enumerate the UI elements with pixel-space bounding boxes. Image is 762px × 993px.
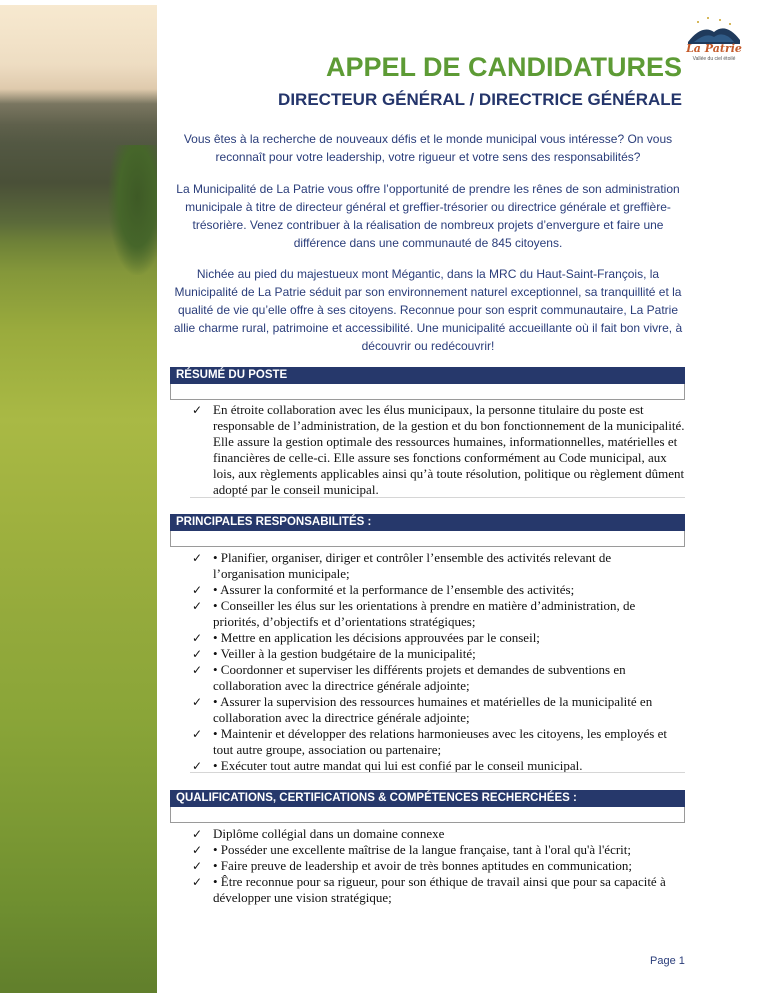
section-spacer-summary xyxy=(170,384,685,400)
list-item: ✓ • Planifier, organiser, diriger et contrôler l’ensemble des activités relevant de l’organisation municipale; xyxy=(192,550,612,581)
list-item: ✓ • Mettre en application les décisions approuvées par le conseil; xyxy=(192,630,540,645)
checkmark-icon: ✓ xyxy=(192,875,203,889)
list-item: ✓ • Veiller à la gestion budgétaire de la municipalité; xyxy=(192,646,476,661)
tree-silhouette xyxy=(108,145,157,275)
field-landscape-photo xyxy=(0,5,157,993)
list-item: ✓ • Être reconnue pour sa rigueur, pour son éthique de travail ainsi que pour sa capacité à développer une vision stratégique; xyxy=(192,874,666,905)
checkmark-icon: ✓ xyxy=(192,843,203,857)
checkmark-icon: ✓ xyxy=(192,827,203,841)
list-item: ✓ • Posséder une excellente maîtrise de la langue française, tant à l'oral qu'à l'écrit; xyxy=(192,842,632,857)
qualifications-list xyxy=(190,826,685,906)
list-item: ✓ • Faire preuve de leadership et avoir de très bonnes aptitudes en communication; xyxy=(192,858,632,873)
page-number: Page 1 xyxy=(650,955,685,967)
divider xyxy=(190,497,685,498)
checkmark-icon: ✓ xyxy=(192,551,203,565)
sky-haze xyxy=(0,5,157,125)
checkmark-icon: ✓ xyxy=(192,759,203,773)
checkmark-icon: ✓ xyxy=(192,647,203,661)
section-heading-qualifications: QUALIFICATIONS, CERTIFICATIONS & COMPÉTENCES RECHERCHÉES : xyxy=(170,790,685,807)
list-item: ✓ • Maintenir et développer des relations harmonieuses avec les citoyens, les employés et tout autre groupe, association ou partenaire; xyxy=(192,726,667,757)
intro-paragraph-1: Vous êtes à la recherche de nouveaux défis et le monde municipal vous intéresse? On vous reconnaît pour votre leadership, votre rigueur et votre sens des responsabilités? xyxy=(183,132,673,164)
logo-tagline: Vallée du ciel étoilé xyxy=(692,56,736,62)
list-item: ✓ • Conseiller les élus sur les orientations à prendre en matière d’administration, de priorités, d’objectifs et d’orientations stratégiques; xyxy=(192,598,636,629)
intro-paragraph-3: Nichée au pied du majestueux mont Mégantic, dans la MRC du Haut-Saint-François, la Municipalité de La Patrie séduit par son environnement naturel exceptionnel, sa tranquillité et la qualité de vie qu’elle offre à ses citoyens. Reconnue pour son esprit communautaire, La Patrie allie charme rural, patrimoine et accessibilité. Une municipalité accueillante où il fait bon vivre, à découvrir ou redécouvrir! xyxy=(173,267,683,353)
checkmark-icon: ✓ xyxy=(192,727,203,741)
list-item: ✓ Diplôme collégial dans un domaine connexe xyxy=(192,826,445,841)
summary-list xyxy=(190,402,685,498)
section-spacer-qualifications xyxy=(170,807,685,823)
section-heading-responsibilities: PRINCIPALES RESPONSABILITÉS : xyxy=(170,514,685,531)
checkmark-icon: ✓ xyxy=(192,695,203,709)
section-heading-summary: RÉSUMÉ DU POSTE xyxy=(170,367,685,384)
page-subtitle: DIRECTEUR GÉNÉRAL / DIRECTRICE GÉNÉRALE xyxy=(278,90,682,109)
responsibilities-list xyxy=(190,550,685,774)
logo-wordmark: La Patrie xyxy=(686,42,742,55)
checkmark-icon: ✓ xyxy=(192,663,203,677)
checkmark-icon: ✓ xyxy=(192,583,203,597)
checkmark-icon: ✓ xyxy=(192,859,203,873)
list-item: ✓ • Assurer la supervision des ressources humaines et matérielles de la municipalité en collaboration avec la directrice générale adjointe; xyxy=(192,694,653,725)
list-item: ✓ • Coordonner et superviser les différents projets et demandes de subventions en collaboration avec la directrice générale adjointe; xyxy=(192,662,626,693)
checkmark-icon: ✓ xyxy=(192,403,203,417)
list-item: ✓ • Assurer la conformité et la performance de l’ensemble des activités; xyxy=(192,582,575,597)
list-item: ✓ • Exécuter tout autre mandat qui lui est confié par le conseil municipal. xyxy=(192,758,583,773)
intro-paragraph-2: La Municipalité de La Patrie vous offre l’opportunité de prendre les rênes de son administration municipale à titre de directeur général et greffier-trésorier ou directrice générale et greffière-trésorière. Venez contribuer à la réalisation de nombreux projets d’envergure et faire une différence dans une communauté de 845 citoyens. xyxy=(176,182,680,250)
page-title: APPEL DE CANDIDATURES xyxy=(325,52,682,82)
list-item: ✓ En étroite collaboration avec les élus municipaux, la personne titulaire du poste est responsable de l’administration, de la gestion et du bon fonctionnement de la municipalité. Elle assure la gestion optimale des ressources humaines, informationnelles, matérielles et financières de celle-ci. Elle assure ses fonctions conformément au Code municipal, aux lois, aux règlements applicables ainsi qu’à toute résolution, politique ou règlement dûment adopté par le conseil municipal. xyxy=(192,402,685,497)
checkmark-icon: ✓ xyxy=(192,631,203,645)
checkmark-icon: ✓ xyxy=(192,599,203,613)
divider xyxy=(190,772,685,773)
section-spacer-responsibilities xyxy=(170,531,685,547)
